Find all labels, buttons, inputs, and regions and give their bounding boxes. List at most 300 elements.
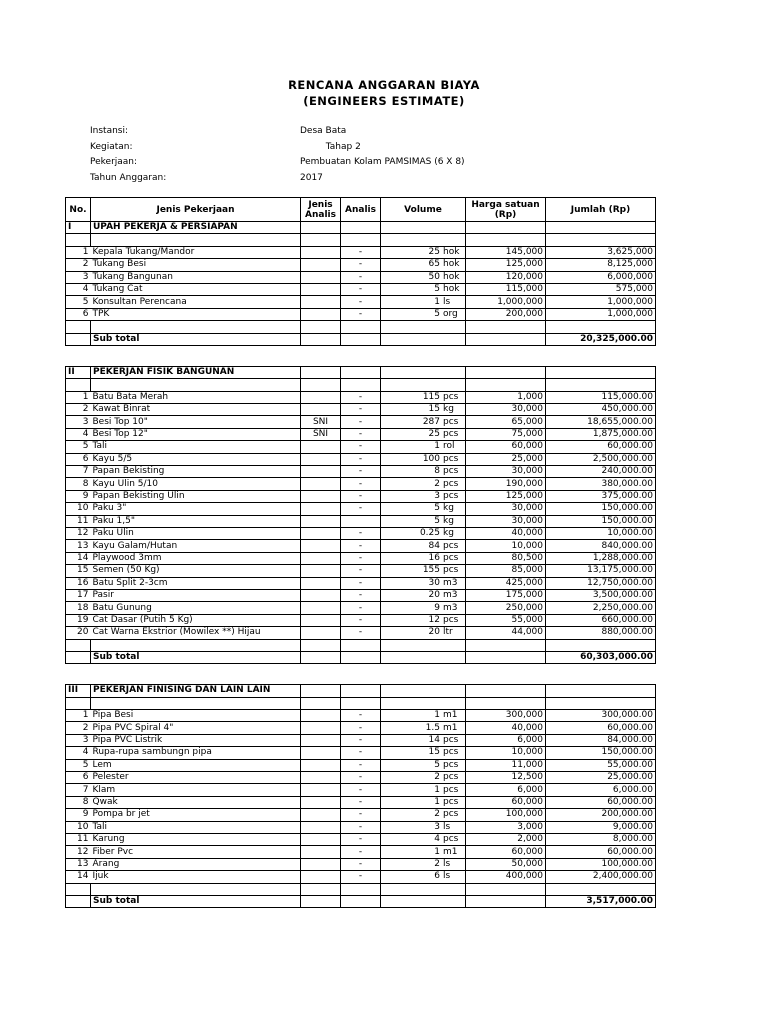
- item-name: Tukang Cat: [91, 283, 301, 295]
- item-name: Ijuk: [91, 871, 301, 883]
- item-quantity: 25: [428, 246, 440, 257]
- item-name: Pasir: [91, 589, 301, 601]
- item-harga-satuan: 25,000: [466, 453, 546, 465]
- item-harga-satuan: 3,000: [466, 821, 546, 833]
- empty-cell: [546, 379, 656, 391]
- item-name: Rupa-rupa sambungn pipa: [91, 747, 301, 759]
- item-number: 3: [66, 271, 91, 283]
- item-unit: org: [443, 308, 458, 319]
- item-quantity: 2: [434, 809, 440, 820]
- item-harga-satuan: 1,000: [466, 391, 546, 403]
- section-roman-numeral: I: [66, 222, 91, 234]
- item-harga-satuan: 50,000: [466, 858, 546, 870]
- empty-cell: [381, 234, 466, 246]
- item-jumlah: 25,000.00: [546, 772, 656, 784]
- item-jenis-analis: [301, 589, 341, 601]
- item-jenis-analis: [301, 478, 341, 490]
- table-row: [66, 404, 656, 416]
- item-volume: [381, 391, 466, 403]
- section-gap: [66, 345, 656, 366]
- empty-cell: [546, 222, 656, 234]
- empty-cell: [381, 222, 466, 234]
- header-harga-satuan: Harga satuan (Rp): [466, 198, 546, 222]
- section-heading-row: [66, 222, 656, 234]
- item-analis: -: [341, 565, 381, 577]
- empty-cell: [66, 697, 91, 709]
- info-label: Kegiatan:: [90, 142, 133, 152]
- empty-cell: [466, 895, 546, 907]
- item-volume: [381, 614, 466, 626]
- item-quantity: 5: [434, 308, 440, 319]
- item-quantity: 30: [428, 577, 440, 588]
- item-name: Pipa PVC Spiral 4": [91, 722, 301, 734]
- table-header-row: [66, 198, 656, 222]
- item-quantity: 50: [428, 271, 440, 282]
- table-row: [66, 846, 656, 858]
- item-analis: -: [341, 627, 381, 639]
- item-number: 2: [66, 404, 91, 416]
- item-number: 5: [66, 441, 91, 453]
- item-name: Cat Dasar (Putih 5 Kg): [91, 614, 301, 626]
- item-unit: ls: [443, 296, 451, 307]
- item-quantity: 1: [434, 296, 440, 307]
- empty-cell: [466, 697, 546, 709]
- item-jumlah: 6,000.00: [546, 784, 656, 796]
- item-number: 16: [66, 577, 91, 589]
- item-name: Tukang Besi: [91, 259, 301, 271]
- section-title: PEKERJAN FISIK BANGUNAN: [91, 366, 301, 378]
- item-jumlah: 60,000.00: [546, 796, 656, 808]
- info-value: Tahap 2: [300, 142, 361, 152]
- item-jumlah: 150,000.00: [546, 515, 656, 527]
- item-unit: hok: [443, 259, 460, 270]
- item-analis: -: [341, 577, 381, 589]
- empty-cell: [341, 321, 381, 333]
- item-name: Fiber Pvc: [91, 846, 301, 858]
- empty-cell: [466, 639, 546, 651]
- empty-cell: [301, 333, 341, 345]
- item-harga-satuan: 60,000: [466, 846, 546, 858]
- subtotal-value: 60,303,000.00: [546, 651, 656, 663]
- item-unit: m3: [443, 577, 458, 588]
- item-volume: [381, 858, 466, 870]
- table-row: [66, 552, 656, 564]
- item-volume: [381, 833, 466, 845]
- subtotal-label: Sub total: [91, 895, 301, 907]
- info-label: Instansi:: [90, 126, 129, 136]
- empty-cell: [341, 639, 381, 651]
- item-number: 18: [66, 602, 91, 614]
- empty-cell: [381, 883, 466, 895]
- item-number: 4: [66, 428, 91, 440]
- item-jumlah: 13,175,000.00: [546, 565, 656, 577]
- item-quantity: 1: [434, 710, 440, 721]
- table-row: [66, 589, 656, 601]
- item-unit: pcs: [443, 784, 459, 795]
- item-analis: -: [341, 614, 381, 626]
- item-harga-satuan: 6,000: [466, 734, 546, 746]
- table-row: [66, 759, 656, 771]
- item-quantity: 25: [428, 429, 440, 440]
- item-name: Batu Split 2-3cm: [91, 577, 301, 589]
- item-jenis-analis: [301, 259, 341, 271]
- item-unit: pcs: [443, 552, 459, 563]
- item-jenis-analis: [301, 391, 341, 403]
- item-jenis-analis: [301, 404, 341, 416]
- item-unit: hok: [443, 271, 460, 282]
- item-jumlah: 2,250,000.00: [546, 602, 656, 614]
- item-number: 12: [66, 846, 91, 858]
- item-volume: [381, 283, 466, 295]
- item-name: Paku 3": [91, 503, 301, 515]
- item-jenis-analis: [301, 527, 341, 539]
- table-row: [66, 416, 656, 428]
- item-number: 2: [66, 259, 91, 271]
- item-quantity: 2: [434, 772, 440, 783]
- item-unit: kg: [443, 503, 454, 514]
- table-row: [66, 809, 656, 821]
- empty-cell: [301, 366, 341, 378]
- table-row: [66, 527, 656, 539]
- table-row: [66, 602, 656, 614]
- item-quantity: 5: [434, 284, 440, 295]
- info-value: Desa Bata: [300, 126, 347, 136]
- table-row: [66, 734, 656, 746]
- item-harga-satuan: 190,000: [466, 478, 546, 490]
- item-jumlah: 60,000.00: [546, 846, 656, 858]
- gap-cell: [66, 664, 656, 685]
- empty-cell: [381, 697, 466, 709]
- item-name: Tukang Bangunan: [91, 271, 301, 283]
- item-harga-satuan: 10,000: [466, 540, 546, 552]
- item-unit: ltr: [443, 627, 453, 638]
- empty-cell: [341, 234, 381, 246]
- table-row: [66, 772, 656, 784]
- empty-cell: [381, 333, 466, 345]
- item-volume: [381, 416, 466, 428]
- item-quantity: 3: [434, 491, 440, 501]
- item-jenis-analis: [301, 627, 341, 639]
- item-volume: [381, 871, 466, 883]
- item-jenis-analis: [301, 710, 341, 722]
- item-number: 10: [66, 821, 91, 833]
- item-name: Batu Gunung: [91, 602, 301, 614]
- item-name: Besi Top 12": [91, 428, 301, 440]
- item-jumlah: 840,000.00: [546, 540, 656, 552]
- item-harga-satuan: 55,000: [466, 614, 546, 626]
- item-jenis-analis: [301, 784, 341, 796]
- document-title: RENCANA ANGGARAN BIAYA: [288, 78, 480, 92]
- item-unit: pcs: [443, 772, 459, 783]
- table-row: [66, 627, 656, 639]
- item-harga-satuan: 30,000: [466, 404, 546, 416]
- item-number: 17: [66, 589, 91, 601]
- empty-cell: [91, 883, 301, 895]
- item-jumlah: 55,000.00: [546, 759, 656, 771]
- item-name: Kayu Ulin 5/10: [91, 478, 301, 490]
- empty-cell: [91, 379, 301, 391]
- item-name: Papan Bekisting Ulin: [91, 490, 301, 502]
- item-number: 8: [66, 478, 91, 490]
- item-volume: [381, 722, 466, 734]
- table-row: [66, 722, 656, 734]
- item-number: 11: [66, 833, 91, 845]
- item-jumlah: 115,000.00: [546, 391, 656, 403]
- table-row: [66, 871, 656, 883]
- item-analis: -: [341, 747, 381, 759]
- table-row: [66, 466, 656, 478]
- item-quantity: 1: [434, 796, 440, 807]
- item-volume: [381, 809, 466, 821]
- header-no: No.: [66, 198, 91, 222]
- item-unit: pcs: [443, 735, 459, 746]
- empty-cell: [466, 234, 546, 246]
- item-name: Kepala Tukang/Mandor: [91, 246, 301, 258]
- empty-cell: [381, 651, 466, 663]
- item-analis: -: [341, 759, 381, 771]
- item-unit: kg: [443, 404, 454, 415]
- item-unit: pcs: [443, 391, 459, 402]
- item-jenis-analis: [301, 246, 341, 258]
- section-heading-row: [66, 366, 656, 378]
- table-row: [66, 503, 656, 515]
- item-quantity: 20: [428, 590, 440, 601]
- empty-cell: [301, 222, 341, 234]
- item-volume: [381, 734, 466, 746]
- item-number: 20: [66, 627, 91, 639]
- item-analis: -: [341, 552, 381, 564]
- item-unit: m1: [443, 846, 458, 857]
- empty-cell: [66, 379, 91, 391]
- item-volume: [381, 296, 466, 308]
- item-volume: [381, 259, 466, 271]
- item-analis: -: [341, 271, 381, 283]
- item-jenis-analis: [301, 490, 341, 502]
- item-jumlah: 1,875,000.00: [546, 428, 656, 440]
- section-title: PEKERJAN FINISING DAN LAIN LAIN: [91, 685, 301, 697]
- item-jenis-analis: [301, 614, 341, 626]
- item-number: 6: [66, 453, 91, 465]
- table-row: [66, 490, 656, 502]
- item-name: TPK: [91, 308, 301, 320]
- item-harga-satuan: 80,500: [466, 552, 546, 564]
- item-jumlah: 380,000.00: [546, 478, 656, 490]
- item-jenis-analis: [301, 466, 341, 478]
- item-harga-satuan: 75,000: [466, 428, 546, 440]
- item-number: 13: [66, 540, 91, 552]
- item-name: Papan Bekisting: [91, 466, 301, 478]
- item-number: 2: [66, 722, 91, 734]
- item-volume: [381, 784, 466, 796]
- item-unit: kg: [443, 515, 454, 526]
- item-name: Konsultan Perencana: [91, 296, 301, 308]
- empty-cell: [341, 333, 381, 345]
- item-analis: -: [341, 259, 381, 271]
- item-harga-satuan: 1,000,000: [466, 296, 546, 308]
- item-jenis-analis: [301, 441, 341, 453]
- item-jenis-analis: [301, 796, 341, 808]
- empty-cell: [66, 883, 91, 895]
- item-quantity: 1.5: [425, 722, 440, 733]
- item-quantity: 4: [434, 834, 440, 845]
- item-analis: -: [341, 833, 381, 845]
- item-jenis-analis: [301, 552, 341, 564]
- item-unit: hok: [443, 246, 460, 257]
- item-jumlah: 450,000.00: [546, 404, 656, 416]
- item-number: 12: [66, 527, 91, 539]
- blank-row: [66, 639, 656, 651]
- item-jenis-analis: [301, 821, 341, 833]
- item-jenis-analis: [301, 747, 341, 759]
- item-volume: [381, 428, 466, 440]
- item-harga-satuan: 10,000: [466, 747, 546, 759]
- item-number: 8: [66, 796, 91, 808]
- table-row: [66, 858, 656, 870]
- table-row: [66, 821, 656, 833]
- item-jumlah: 3,500,000.00: [546, 589, 656, 601]
- item-volume: [381, 627, 466, 639]
- item-number: 19: [66, 614, 91, 626]
- item-quantity: 14: [428, 735, 440, 746]
- item-harga-satuan: 300,000: [466, 710, 546, 722]
- item-volume: [381, 466, 466, 478]
- item-volume: [381, 552, 466, 564]
- table-row: [66, 271, 656, 283]
- item-unit: pcs: [443, 747, 459, 758]
- item-unit: ls: [443, 871, 451, 882]
- item-jenis-analis: [301, 296, 341, 308]
- item-analis: -: [341, 391, 381, 403]
- table-row: [66, 283, 656, 295]
- item-jumlah: 240,000.00: [546, 466, 656, 478]
- item-jumlah: 200,000.00: [546, 809, 656, 821]
- empty-cell: [301, 697, 341, 709]
- empty-cell: [381, 321, 466, 333]
- empty-cell: [91, 639, 301, 651]
- item-unit: m1: [443, 722, 458, 733]
- item-jumlah: 12,750,000.00: [546, 577, 656, 589]
- item-jumlah: 60,000.00: [546, 722, 656, 734]
- item-quantity: 5: [434, 515, 440, 526]
- empty-cell: [91, 234, 301, 246]
- item-name: Pelester: [91, 772, 301, 784]
- item-quantity: 1: [434, 784, 440, 795]
- item-analis: -: [341, 416, 381, 428]
- item-name: Klam: [91, 784, 301, 796]
- item-volume: [381, 271, 466, 283]
- item-harga-satuan: 6,000: [466, 784, 546, 796]
- item-unit: pcs: [443, 466, 459, 477]
- item-number: 1: [66, 710, 91, 722]
- item-unit: pcs: [443, 453, 459, 464]
- blank-row: [66, 321, 656, 333]
- item-analis: -: [341, 846, 381, 858]
- item-quantity: 1: [434, 846, 440, 857]
- header-volume: Volume: [381, 198, 466, 222]
- item-number: 10: [66, 503, 91, 515]
- item-analis: -: [341, 453, 381, 465]
- empty-cell: [466, 222, 546, 234]
- empty-cell: [381, 639, 466, 651]
- item-harga-satuan: 11,000: [466, 759, 546, 771]
- table-row: [66, 296, 656, 308]
- item-analis: -: [341, 490, 381, 502]
- empty-cell: [381, 895, 466, 907]
- item-unit: pcs: [443, 614, 459, 625]
- item-harga-satuan: 2,000: [466, 833, 546, 845]
- item-jumlah: 375,000.00: [546, 490, 656, 502]
- subtotal-row: [66, 651, 656, 663]
- table-row: [66, 796, 656, 808]
- item-jumlah: 880,000.00: [546, 627, 656, 639]
- item-number: 7: [66, 784, 91, 796]
- item-jumlah: 2,400,000.00: [546, 871, 656, 883]
- info-label: Pekerjaan:: [90, 157, 138, 167]
- empty-cell: [301, 321, 341, 333]
- item-name: Pipa PVC Listrik: [91, 734, 301, 746]
- item-harga-satuan: 120,000: [466, 271, 546, 283]
- blank-row: [66, 234, 656, 246]
- item-analis: -: [341, 784, 381, 796]
- table-row: [66, 478, 656, 490]
- item-quantity: 5: [434, 503, 440, 514]
- item-volume: [381, 796, 466, 808]
- item-harga-satuan: 145,000: [466, 246, 546, 258]
- item-name: Qwak: [91, 796, 301, 808]
- blank-row: [66, 379, 656, 391]
- item-analis: -: [341, 589, 381, 601]
- item-analis: -: [341, 478, 381, 490]
- empty-cell: [341, 697, 381, 709]
- table-row: [66, 391, 656, 403]
- item-harga-satuan: 30,000: [466, 515, 546, 527]
- table-row: [66, 565, 656, 577]
- item-jumlah: 8,000.00: [546, 833, 656, 845]
- item-volume: [381, 453, 466, 465]
- item-jumlah: 1,000,000: [546, 308, 656, 320]
- item-harga-satuan: 30,000: [466, 466, 546, 478]
- item-harga-satuan: 40,000: [466, 722, 546, 734]
- item-jenis-analis: [301, 759, 341, 771]
- item-volume: [381, 710, 466, 722]
- item-analis: -: [341, 722, 381, 734]
- item-name: Besi Top 10": [91, 416, 301, 428]
- blank-row: [66, 883, 656, 895]
- item-volume: [381, 772, 466, 784]
- item-jenis-analis: [301, 540, 341, 552]
- empty-cell: [66, 234, 91, 246]
- empty-cell: [66, 321, 91, 333]
- item-name: Pompa br jet: [91, 809, 301, 821]
- item-jumlah: 10,000.00: [546, 527, 656, 539]
- item-quantity: 20: [428, 627, 440, 638]
- item-volume: [381, 747, 466, 759]
- item-name: Kayu 5/5: [91, 453, 301, 465]
- item-unit: pcs: [443, 565, 459, 576]
- item-quantity: 287: [422, 416, 440, 427]
- table-row: [66, 747, 656, 759]
- item-quantity: 5: [434, 759, 440, 770]
- section-heading-row: [66, 685, 656, 697]
- empty-cell: [301, 379, 341, 391]
- table-row: [66, 453, 656, 465]
- item-unit: pcs: [443, 478, 459, 489]
- item-harga-satuan: 60,000: [466, 441, 546, 453]
- item-volume: [381, 515, 466, 527]
- item-analis: -: [341, 821, 381, 833]
- table-row: [66, 577, 656, 589]
- item-jenis-analis: [301, 858, 341, 870]
